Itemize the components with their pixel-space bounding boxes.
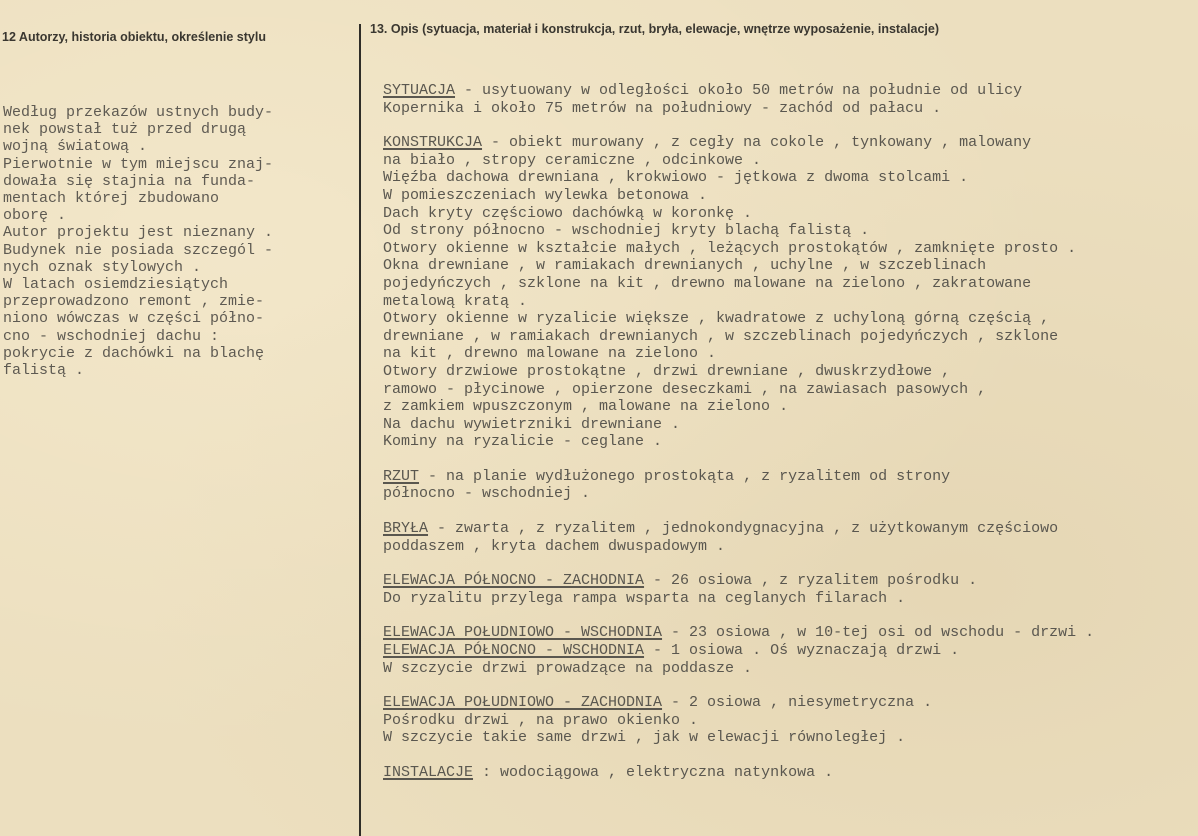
paragraph-first-line xyxy=(383,694,1193,712)
history-line: niono wówczas w części półno- xyxy=(3,310,265,328)
section-heading: RZUT xyxy=(383,467,420,485)
paragraph-line: Dach kryty częściowo dachówką w koronkę . xyxy=(383,204,753,222)
paragraph-line: Pośrodku drzwi , na prawo okienko . xyxy=(383,711,699,729)
section-heading: SYTUACJA xyxy=(383,82,456,99)
description-paragraph xyxy=(383,764,1193,782)
paragraph-line: Otwory drzwiowe prostokątne , drzwi drewniane , dwuskrzydłowe , xyxy=(383,362,951,380)
history-line: nych oznak stylowych . xyxy=(3,258,202,276)
description-paragraph xyxy=(383,520,1193,555)
section-heading: BRYŁA xyxy=(383,520,429,538)
section-13-header: 13. Opis (sytuacja, materiał i konstrukcja, rzut, bryła, elewacje, wnętrze wyposażenie, instalacje) xyxy=(370,22,939,36)
paragraph-line: Do ryzalitu przylega rampa wsparta na ceglanych filarach . xyxy=(383,589,906,607)
section-heading: ELEWACJA POŁUDNIOWO - WSCHODNIA xyxy=(383,624,663,642)
section-heading: ELEWACJA PÓŁNOCNO - WSCHODNIA xyxy=(383,642,645,660)
paragraph-line: północno - wschodniej . xyxy=(383,485,591,503)
description-paragraph xyxy=(383,134,1193,451)
history-line: oborę . xyxy=(3,207,67,225)
heading-rest-text: - 2 osiowa , niesymetryczna . xyxy=(662,694,933,712)
heading-rest-text: - na planie wydłużonego prostokąta , z ryzalitem od strony xyxy=(419,467,951,485)
history-line: pokrycie z dachówki na blachę xyxy=(3,344,265,362)
paragraph-first-line xyxy=(383,468,1193,486)
paragraph-line: Kominy na ryzalicie - ceglane . xyxy=(383,433,663,451)
history-line: W latach osiemdziesiątych xyxy=(3,276,229,294)
paragraph-first-line xyxy=(383,134,1193,152)
history-line: dowała się stajnia na funda- xyxy=(3,172,256,190)
paragraph-line: drewniane , w ramiakach drewnianych , w szczeblinach pojedyńczych , szklone xyxy=(383,327,1059,345)
paragraph-first-line xyxy=(383,82,1193,100)
section-12-header: 12 Autorzy, historia obiektu, określenie stylu xyxy=(2,30,266,44)
paragraph-line: na biało , stropy ceramiczne , odcinkowe . xyxy=(383,151,762,169)
paragraph-line: pojedyńczych , szklone na kit , drewno malowane na zielono , zakratowane xyxy=(383,274,1032,292)
history-line: cno - wschodniej dachu : xyxy=(3,327,220,345)
section-heading: INSTALACJE xyxy=(383,764,474,781)
heading-rest-text: - zwarta , z ryzalitem , jednokondygnacyjna , z użytkowanym częściowo xyxy=(428,520,1059,538)
paragraph-line: W szczycie takie same drzwi , jak w elewacji równoległej . xyxy=(383,729,906,747)
heading-rest-text: : wodociągowa , elektryczna natynkowa . xyxy=(473,764,834,781)
paragraph-line: Otwory okienne w kształcie małych , leżących prostokątów , zamknięte prosto . xyxy=(383,239,1077,257)
history-line: wojną światową . xyxy=(3,138,148,156)
paragraph-first-line xyxy=(383,520,1193,538)
description-paragraph xyxy=(383,624,1193,642)
paragraph-line: Okna drewniane , w ramiakach drewnianych , uchylne , w szczeblinach xyxy=(383,257,987,275)
description-paragraph xyxy=(383,642,1193,677)
paragraph-line: Otwory okienne w ryzalicie większe , kwadratowe z uchyloną górną częścią , xyxy=(383,310,1050,328)
paragraph-line: metalową kratą . xyxy=(383,292,528,310)
heading-rest-text: - 1 osiowa . Oś wyznaczają drzwi . xyxy=(644,642,960,660)
history-line: przeprowadzono remont , zmie- xyxy=(3,293,265,311)
history-line: Według przekazów ustnych budy- xyxy=(3,104,274,121)
paragraph-line: W pomieszczeniach wylewka betonowa . xyxy=(383,186,708,204)
history-text-block xyxy=(3,104,343,379)
section-heading: ELEWACJA PÓŁNOCNO - ZACHODNIA xyxy=(383,572,645,590)
paragraph-line: Więźba dachowa drewniana , krokwiowo - jętkowa z dwoma stolcami . xyxy=(383,169,969,187)
description-text-block xyxy=(383,82,1193,799)
heading-rest-text: - obiekt murowany , z cegły na cokole , tynkowany , malowany xyxy=(482,134,1032,152)
paragraph-line: poddaszem , kryta dachem dwuspadowym . xyxy=(383,537,726,555)
heading-rest-text: - 23 osiowa , w 10-tej osi od wschodu - drzwi . xyxy=(662,624,1095,642)
paragraph-line: Od strony północno - wschodniej kryty blachą falistą . xyxy=(383,222,870,240)
paragraph-line: Na dachu wywietrzniki drewniane . xyxy=(383,415,681,433)
history-line: Budynek nie posiada szczegól - xyxy=(3,241,274,259)
heading-rest-text: - 26 osiowa , z ryzalitem pośrodku . xyxy=(644,572,978,590)
paragraph-first-line xyxy=(383,642,1193,660)
history-line: mentach której zbudowano xyxy=(3,190,220,208)
section-heading: ELEWACJA POŁUDNIOWO - ZACHODNIA xyxy=(383,694,663,712)
heading-rest-text: - usytuowany w odległości około 50 metrów na południe od ulicy xyxy=(455,82,1023,99)
paragraph-line: Kopernika i około 75 metrów na południowy - zachód od pałacu . xyxy=(383,99,942,117)
history-line: falistą . xyxy=(3,362,85,380)
description-paragraph xyxy=(383,572,1193,607)
paragraph-first-line xyxy=(383,624,1193,642)
paragraph-first-line xyxy=(383,764,1193,782)
history-line: nek powstał tuż przed drugą xyxy=(3,121,247,139)
description-paragraph xyxy=(383,468,1193,503)
paragraph-line: ramowo - płycinowe , opierzone deseczkami , na zawiasach pasowych , xyxy=(383,380,987,398)
history-line: Autor projektu jest nieznany . xyxy=(3,224,274,242)
history-line: Pierwotnie w tym miejscu znaj- xyxy=(3,155,274,173)
paragraph-line: W szczycie drzwi prowadzące na poddasze . xyxy=(383,659,753,677)
paragraph-first-line xyxy=(383,572,1193,590)
section-heading: KONSTRUKCJA xyxy=(383,134,483,152)
paragraph-line: z zamkiem wpuszczonym , malowane na zielono . xyxy=(383,398,789,416)
column-divider xyxy=(359,24,361,836)
description-paragraph xyxy=(383,694,1193,747)
description-paragraph xyxy=(383,82,1193,117)
paragraph-line: na kit , drewno malowane na zielono . xyxy=(383,345,717,363)
